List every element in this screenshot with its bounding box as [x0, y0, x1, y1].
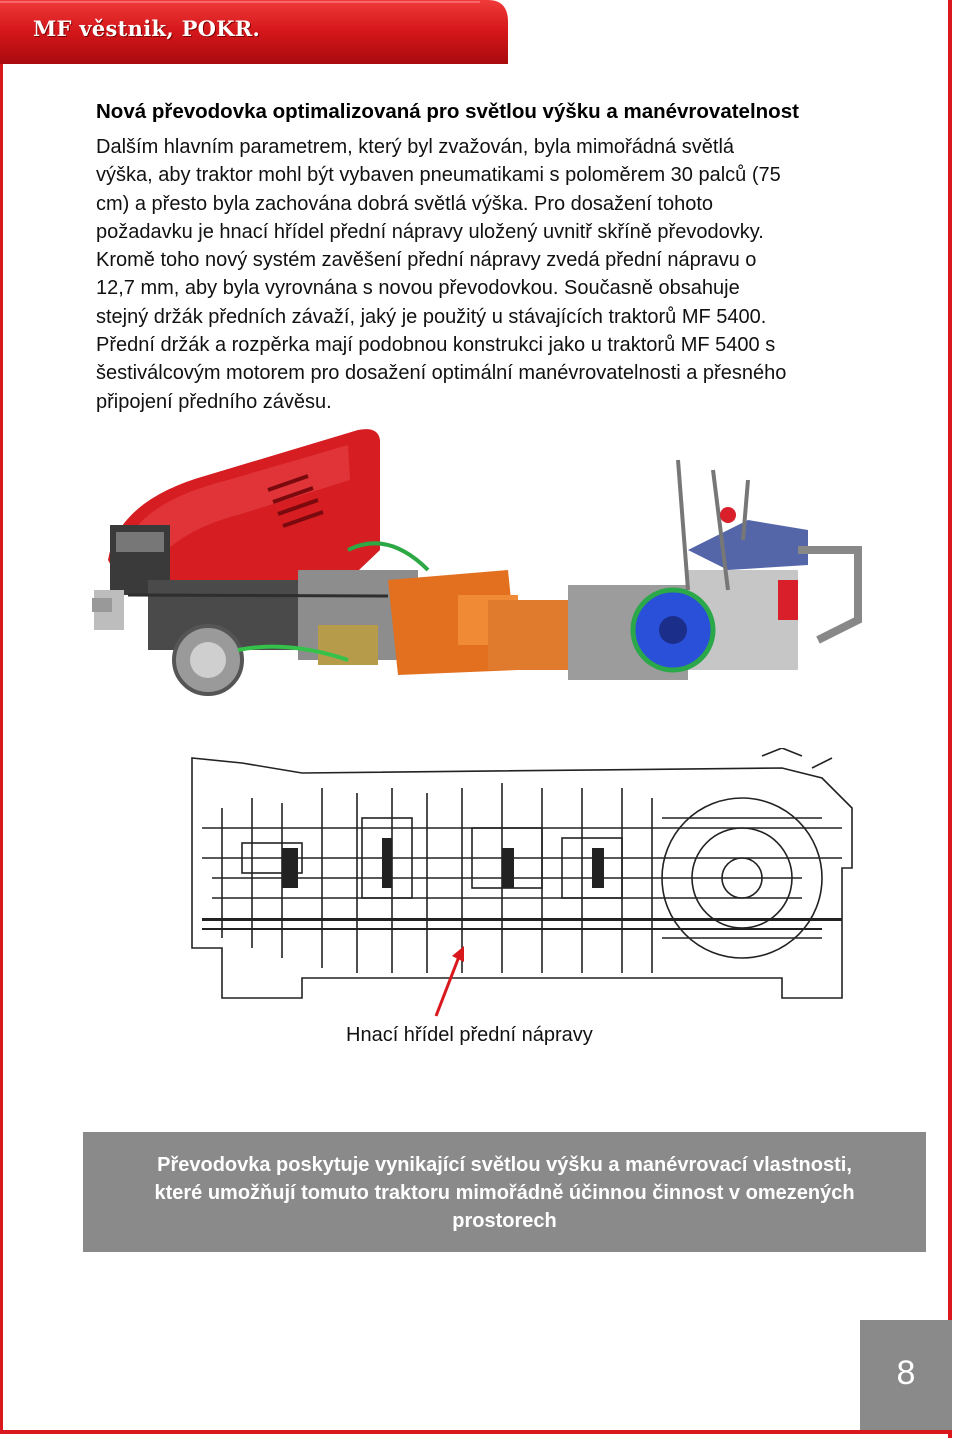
figure-caption: Hnací hřídel přední nápravy — [346, 1024, 593, 1046]
transmission-section-drawing — [182, 748, 862, 1012]
page-number-box — [860, 1320, 952, 1430]
summary-line: které umožňují tomuto traktoru mimořádně účinnou činnost v omezených — [154, 1182, 855, 1204]
summary-line: prostorech — [452, 1210, 557, 1232]
header-title: MF věstnik, POKR. — [33, 16, 261, 41]
page-number: 8 — [896, 1354, 916, 1392]
red-pointer-arrow-icon — [430, 944, 470, 1024]
body-line: Kromě toho nový systém zavěšení přední nápravy zvedá přední nápravu o — [96, 249, 757, 272]
body-line: požadavku je hnací hřídel přední nápravy uložený uvnitř skříně převodovky. — [96, 220, 764, 243]
body-line: cm) a přesto byla zachována dobrá světlá výška. Pro dosažení tohoto — [96, 192, 714, 215]
body-line: připojení předního závěsu. — [96, 390, 332, 413]
body-line: Dalším hlavním parametrem, který byl zvažován, byla mimořádná světlá — [96, 136, 735, 158]
page-border-bottom — [0, 1430, 952, 1434]
body-line: stejný držák předních závaží, jaký je použitý u stávajících traktorů MF 5400. — [96, 305, 767, 328]
summary-text — [83, 1151, 926, 1235]
article-body — [96, 133, 908, 416]
body-line: Přední držák a rozpěrka mají podobnou konstrukci jako u traktorů MF 5400 s — [96, 334, 776, 357]
article-heading: Nová převodovka optimalizovaná pro světlou výšku a manévrovatelnost — [96, 100, 799, 123]
page-border-left — [0, 60, 3, 1434]
body-line: výška, aby traktor mohl být vybaven pneumatikami s poloměrem 30 palců (75 — [96, 164, 781, 187]
summary-box — [83, 1132, 926, 1252]
tractor-drivetrain-image — [88, 420, 868, 710]
page-border-right — [948, 0, 952, 1438]
body-line: šestiválcovým motorem pro dosažení optimální manévrovatelnosti a přesného — [96, 362, 787, 385]
body-line: 12,7 mm, aby byla vyrovnána s novou převodovkou. Současně obsahuje — [96, 277, 740, 300]
summary-line: Převodovka poskytuje vynikající světlou výšku a manévrovací vlastnosti, — [157, 1154, 852, 1176]
